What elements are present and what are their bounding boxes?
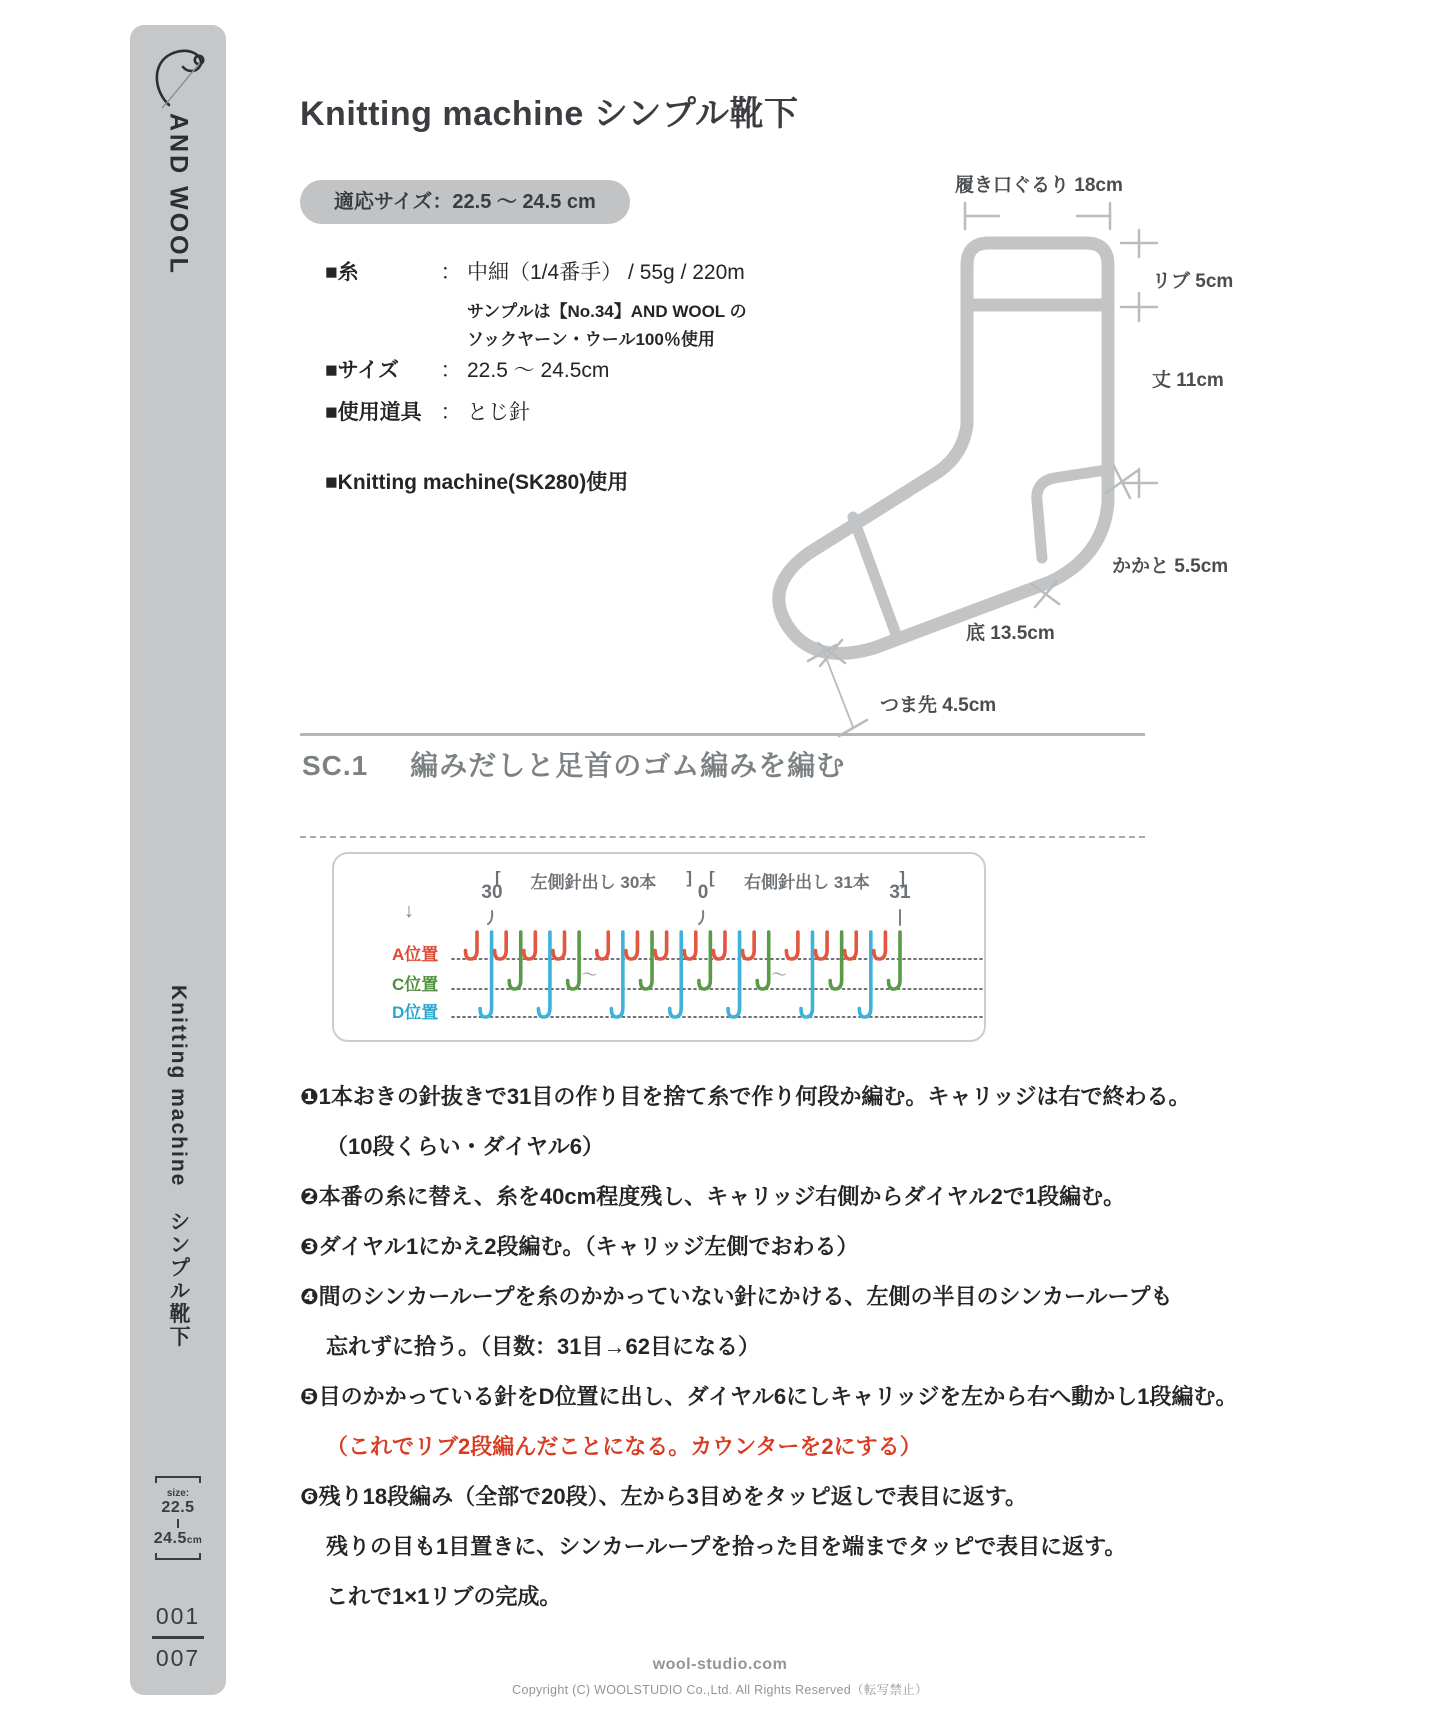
materials-gap <box>325 438 755 466</box>
step-line: ❷本番の糸に替え、糸を40cm程度残し、キャリッジ右側からダイヤル2で1段編む。 <box>300 1184 1126 1209</box>
material-row <box>325 354 755 384</box>
step-line: ❸ダイヤル1にかえ2段編む。（キャリッジ左側でおわる） <box>300 1234 859 1259</box>
brand-wordmark <box>130 113 226 276</box>
needle-A <box>626 932 638 959</box>
material-note: ソックヤーン・ウール100％使用 <box>467 330 715 349</box>
measure-rib: リブ 5cm <box>1152 271 1234 292</box>
bracket-bottom <box>155 1553 201 1560</box>
needle-diagram <box>332 852 986 1042</box>
size-label: size: <box>166 1488 190 1499</box>
material-separator: ： <box>440 401 462 424</box>
materials-list <box>325 256 755 508</box>
material-row <box>325 466 755 496</box>
needle-A <box>713 932 725 959</box>
needle-D <box>611 932 623 1017</box>
measure-heel: かかと 5.5cm <box>1112 556 1229 577</box>
material-label: ■糸 <box>325 261 359 284</box>
material-value: 22.5 ～ 24.5cm <box>467 359 610 382</box>
step-line: ❶1本おきの針抜きで31目の作り目を捨て糸で作り何段か編む。キャリッジは右で終わる。 <box>300 1084 1191 1109</box>
page-total: 007 <box>155 1644 201 1671</box>
number-tick <box>699 911 703 924</box>
material-separator: ： <box>440 261 462 284</box>
down-arrow: ↓ <box>404 900 414 922</box>
material-value: 中細（1/4番手） / 55g / 220m <box>467 261 745 284</box>
needle-number-31: 31 <box>889 882 911 903</box>
position-d-label: D位置 <box>392 1003 439 1022</box>
material-row <box>325 256 755 286</box>
yarn-needle-icon <box>150 45 208 111</box>
needle-A <box>495 932 507 959</box>
needle-A <box>553 932 565 959</box>
needle-C <box>830 932 842 989</box>
sidebar-pattern-title: Knitting machine シンプル靴下 <box>167 985 190 1349</box>
needle-A <box>655 932 667 959</box>
needle-A <box>845 932 857 959</box>
measure-cuff: 履き口ぐるり 18cm <box>955 175 1123 196</box>
needle-D <box>801 932 813 1017</box>
material-label: ■使用道具 <box>325 401 422 424</box>
step-line: （10段くらい・ダイヤル6） <box>326 1134 605 1159</box>
size-to: 24.5cm <box>153 1530 203 1547</box>
measure-length: 丈 11cm <box>1152 370 1224 391</box>
needle-A <box>874 932 886 959</box>
needle-D <box>480 932 492 1017</box>
needle-A <box>816 932 828 959</box>
needle-A <box>466 932 478 959</box>
material-note: サンプルは【No.34】AND WOOL の <box>467 302 747 321</box>
sidebar-size-block <box>130 1476 226 1560</box>
section-header <box>302 744 845 784</box>
size-from: 22.5 <box>161 1499 195 1516</box>
measure-toe: つま先 4.5cm <box>880 695 997 716</box>
tilde-gap: 〜 <box>581 967 598 984</box>
step-line: ❹間のシンカーループを糸のかかっていない針にかける、左側の半目のシンカーループも <box>300 1284 1173 1309</box>
section-dashed-rule <box>300 836 1145 838</box>
section-code: SC.1 <box>302 750 369 781</box>
needle-D <box>538 932 550 1017</box>
material-value: とじ針 <box>467 401 530 424</box>
needle-C <box>641 932 653 989</box>
footer-copyright: Copyright (C) WOOLSTUDIO Co.,Ltd. All Rights Reserved（転写禁止） <box>512 1683 928 1697</box>
footer-site: wool-studio.com <box>652 1656 788 1673</box>
sock-measurement-diagram <box>700 150 1260 750</box>
section-top-rule <box>300 733 1145 736</box>
page-title: Knitting machine シンプル靴下 <box>300 95 799 133</box>
needle-number-30: 30 <box>481 882 503 903</box>
needle-A <box>743 932 755 959</box>
size-badge: 適応サイズ：22.5 ～ 24.5 cm <box>300 180 630 224</box>
number-tick <box>488 911 492 924</box>
footer <box>0 1656 1440 1698</box>
step-line: 忘れずに拾う。（目数：31目→62目になる） <box>326 1334 760 1359</box>
sidebar <box>130 25 226 1695</box>
left-needle-group-label: [ 左側針出し 30本 ] <box>495 868 692 892</box>
needle-C <box>568 932 580 989</box>
bracket-top <box>155 1476 201 1483</box>
size-separator <box>177 1519 179 1528</box>
material-label: ■サイズ <box>325 359 400 382</box>
right-needle-group-label: [ 右側針出し 31本 ] <box>709 868 905 892</box>
needle-C <box>889 932 901 989</box>
page-current: 001 <box>155 1603 201 1629</box>
needle-C <box>699 932 711 989</box>
material-label: ■Knitting machine(SK280)使用 <box>325 471 629 494</box>
toe-line <box>853 517 897 637</box>
measure-sole: 底 13.5cm <box>966 623 1055 644</box>
step-line: これで1×1リブの完成。 <box>326 1584 562 1609</box>
needle-A <box>684 932 696 959</box>
step-line: ❺目のかかっている針をD位置に出し、ダイヤル6にしキャリッジを左から右へ動かし1段編む。 <box>300 1384 1238 1409</box>
step-line-highlight: （これでリブ2段編んだことになる。カウンターを2にする） <box>326 1434 922 1459</box>
step-line: ❻残り18段編み（全部で20段）、左から3目めをタッピ返しで表目に返す。 <box>300 1484 1028 1509</box>
needle-A <box>524 932 536 959</box>
section-title: 編みだしと足首のゴム編みを編む <box>410 750 846 781</box>
page-number-rule <box>152 1636 204 1639</box>
needle-A <box>597 932 609 959</box>
needle-C <box>509 932 521 989</box>
needle-D <box>728 932 740 1017</box>
needle-C <box>757 932 769 989</box>
brand-text: AND WOOL <box>164 113 193 276</box>
needle-D <box>859 932 871 1017</box>
tilde-gap: 〜 <box>771 967 788 984</box>
instruction-steps <box>300 1072 1238 1622</box>
needle-number-0: 0 <box>697 882 709 903</box>
needle-A <box>786 932 798 959</box>
needle-D <box>670 932 682 1017</box>
material-row <box>325 396 755 426</box>
position-a-label: A位置 <box>392 945 439 964</box>
material-separator: ： <box>440 359 462 382</box>
position-c-label: C位置 <box>392 975 439 994</box>
step-line: 残りの目も1目置きに、シンカーループを拾った目を端までタッピで表目に返す。 <box>326 1534 1127 1559</box>
